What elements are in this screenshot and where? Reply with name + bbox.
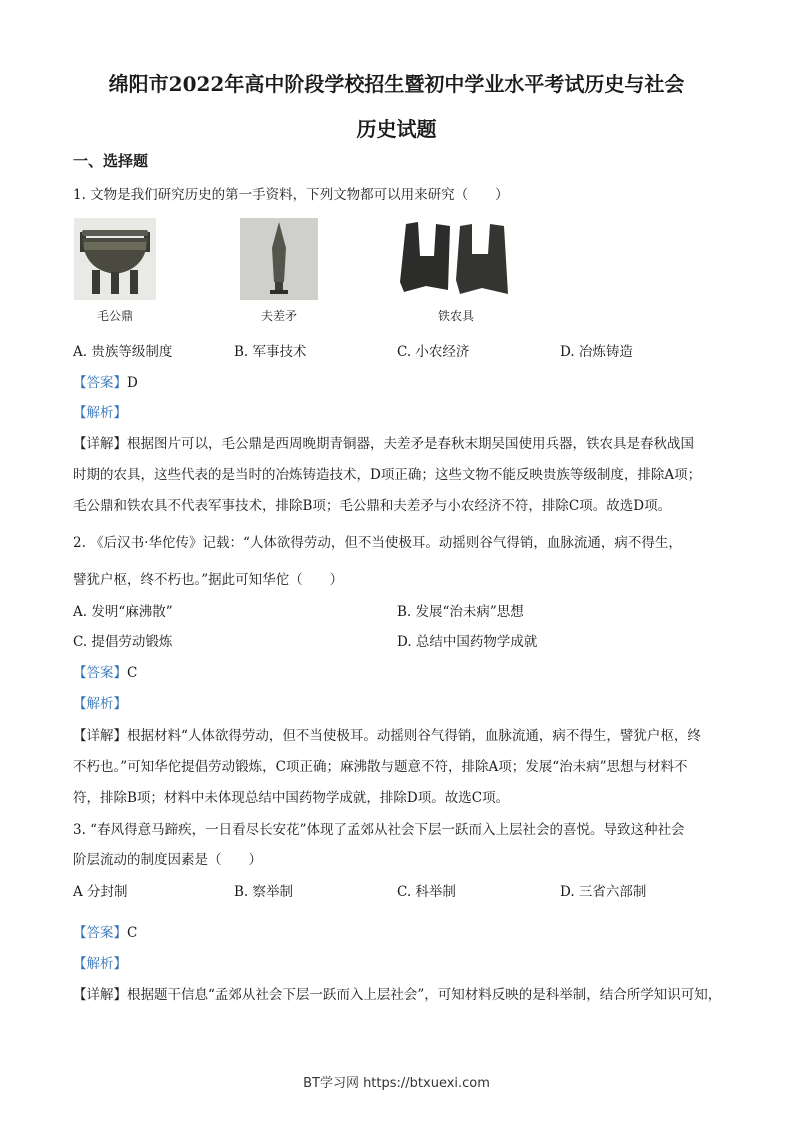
q3-option-c: C. 科举制 [397, 884, 456, 900]
q2-detail-line-1: 【详解】根据材料“人体欲得劳动，但不当使极耳。动摇则谷气得销，血脉流通，病不得生，譬犹户枢，终 [73, 728, 701, 744]
q1-answer: 【答案】D [73, 375, 138, 391]
q2-option-b: B. 发展“治未病”思想 [397, 604, 524, 620]
maogong-ding-image [74, 218, 156, 300]
q1-option-a: A. 贵族等级制度 [73, 344, 173, 360]
question-3-stem-line-2: 阶层流动的制度因素是（ ） [73, 852, 262, 868]
q2-option-a: A. 发明“麻沸散” [73, 604, 173, 620]
question-1-stem: 1. 文物是我们研究历史的第一手资料，下列文物都可以用来研究（ ） [73, 187, 509, 203]
footer-watermark: BT学习网 https://btxuexi.com [303, 1076, 490, 1091]
fuchai-spear-image [240, 218, 318, 300]
image-caption-2: 夫差矛 [260, 309, 297, 323]
page-title: 绵阳市2022年高中阶段学校招生暨初中学业水平考试历史与社会 [108, 72, 685, 96]
q2-option-c: C. 提倡劳动锻炼 [73, 634, 173, 650]
q1-detail-line-1: 【详解】根据图片可以，毛公鼎是西周晚期青铜器，夫差矛是春秋末期吴国使用兵器，铁农具是春秋战国 [73, 436, 694, 452]
question-2-stem-line-2: 譬犹户枢，终不朽也。”据此可知华佗（ ） [73, 572, 344, 588]
q2-option-d: D. 总结中国药物学成就 [397, 634, 538, 650]
question-2-stem-line-1: 2. 《后汉书·华佗传》记载：“人体欲得劳动，但不当使极耳。动摇则谷气得销，血脉流通，病不得生， [73, 535, 682, 551]
q2-analysis-label: 【解析】 [73, 696, 127, 712]
q1-option-b: B. 军事技术 [234, 344, 307, 360]
q1-option-c: C. 小农经济 [397, 344, 470, 360]
section-heading: 一、选择题 [73, 152, 149, 170]
q3-analysis-label: 【解析】 [73, 956, 127, 972]
q1-detail-line-3: 毛公鼎和铁农具不代表军事技术，排除B项；毛公鼎和夫差矛与小农经济不符，排除C项。故选D项。 [73, 498, 672, 514]
q3-answer: 【答案】C [73, 925, 138, 941]
q1-detail-line-2: 时期的农具，这些代表的是当时的冶炼铸造技术，D项正确；这些文物不能反映贵族等级制度，排除A项； [73, 467, 702, 483]
q3-option-a: A 分封制 [73, 884, 128, 900]
q2-detail-line-2: 不朽也。”可知华佗提倡劳动锻炼，C项正确；麻沸散与题意不符，排除A项；发展“治未病”思想与材料不 [73, 759, 688, 775]
q3-option-b: B. 察举制 [234, 884, 294, 900]
image-caption-1: 毛公鼎 [96, 309, 133, 323]
q1-analysis-label: 【解析】 [73, 405, 127, 421]
q3-option-d: D. 三省六部制 [560, 884, 647, 900]
q2-answer: 【答案】C [73, 665, 138, 681]
image-caption-3: 铁农具 [437, 309, 474, 323]
q1-option-d: D. 冶炼铸造 [560, 344, 633, 360]
iron-tools-image [396, 216, 514, 300]
q2-detail-line-3: 符，排除B项；材料中未体现总结中国药物学成就，排除D项。故选C项。 [73, 790, 510, 806]
q3-detail-line-1: 【详解】根据题干信息“孟郊从社会下层一跃而入上层社会”，可知材料反映的是科举制，结合所学知识可知， [73, 987, 722, 1003]
page-subtitle: 历史试题 [356, 117, 437, 141]
question-3-stem-line-1: 3. “春风得意马蹄疾，一日看尽长安花”体现了孟郊从社会下层一跃而入上层社会的喜悦。导致这种社会 [73, 822, 685, 838]
